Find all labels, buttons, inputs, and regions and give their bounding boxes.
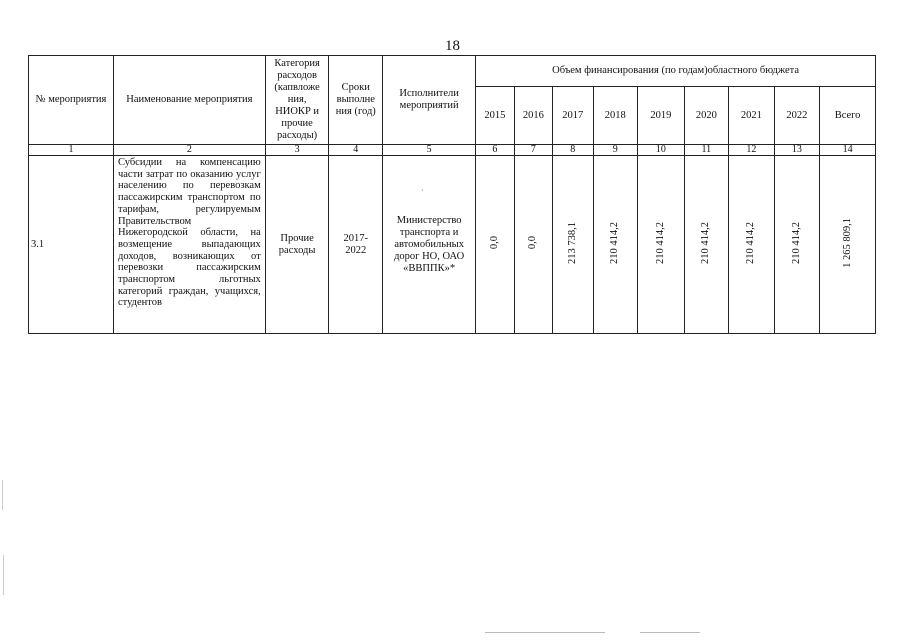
header-funding-group: Объем финансирования (по годам)областного бюджета <box>476 56 876 87</box>
header-total: Всего <box>820 87 876 145</box>
column-number: 4 <box>329 145 383 156</box>
scan-artifact-line <box>485 632 605 633</box>
header-year: 2020 <box>684 87 729 145</box>
row-category: Прочие расходы <box>265 156 329 334</box>
row-name: Субсидии на компенсацию части затрат по оказанию услуг населению по перевозкам пассажирским транспортом по тарифам, регулируемым Правительством Нижегородской области, на возмещение выпадающих доходов, возникающих от перевозки пассажирским транспортом льготных категорий граждан, учащихся, студентов <box>113 156 265 334</box>
column-number: 6 <box>476 145 514 156</box>
header-number: № мероприятия <box>29 56 114 145</box>
row-value-2016: 0,0 <box>514 156 552 334</box>
header-name: Наименование мероприятия <box>113 56 265 145</box>
scan-speck: · <box>421 186 424 195</box>
column-number: 14 <box>820 145 876 156</box>
column-number: 5 <box>383 145 476 156</box>
scan-artifact-line <box>3 555 4 595</box>
row-term: 2017- 2022 <box>329 156 383 334</box>
row-value-2018: 210 414,2 <box>593 156 638 334</box>
row-value-2022: 210 414,2 <box>774 156 820 334</box>
column-number: 11 <box>684 145 729 156</box>
column-number: 9 <box>593 145 638 156</box>
header-year: 2021 <box>729 87 775 145</box>
table-row <box>29 156 876 334</box>
row-value-2021: 210 414,2 <box>729 156 775 334</box>
header-year: 2015 <box>476 87 514 145</box>
row-value-2020: 210 414,2 <box>684 156 729 334</box>
header-year: 2016 <box>514 87 552 145</box>
row-value-2015: 0,0 <box>476 156 514 334</box>
column-number: 12 <box>729 145 775 156</box>
header-year: 2022 <box>774 87 820 145</box>
row-number: 3.1 <box>29 156 114 334</box>
row-value-2019: 210 414,2 <box>638 156 685 334</box>
column-number: 1 <box>29 145 114 156</box>
header-executor: Исполнители мероприятий <box>383 56 476 145</box>
row-value-2017: 213 738,1 <box>553 156 593 334</box>
column-number: 8 <box>553 145 593 156</box>
header-category: Категория расходов (капвложе ния, НИОКР и прочие расходы) <box>265 56 329 145</box>
header-year: 2019 <box>638 87 685 145</box>
column-number: 10 <box>638 145 685 156</box>
page-number: 18 <box>445 38 460 54</box>
row-executor: Министерство транспорта и автомобильных дорог НО, ОАО «ВВППК»* <box>383 156 476 334</box>
scan-artifact-line <box>640 632 700 633</box>
header-year: 2018 <box>593 87 638 145</box>
row-value-total: 1 265 809,1 <box>820 156 876 334</box>
header-year: 2017 <box>553 87 593 145</box>
funding-table <box>28 55 876 334</box>
column-number: 13 <box>774 145 820 156</box>
column-number: 7 <box>514 145 552 156</box>
header-term: Сроки выполне ния (год) <box>329 56 383 145</box>
scan-artifact-line <box>2 480 3 510</box>
column-number: 3 <box>265 145 329 156</box>
column-number: 2 <box>113 145 265 156</box>
